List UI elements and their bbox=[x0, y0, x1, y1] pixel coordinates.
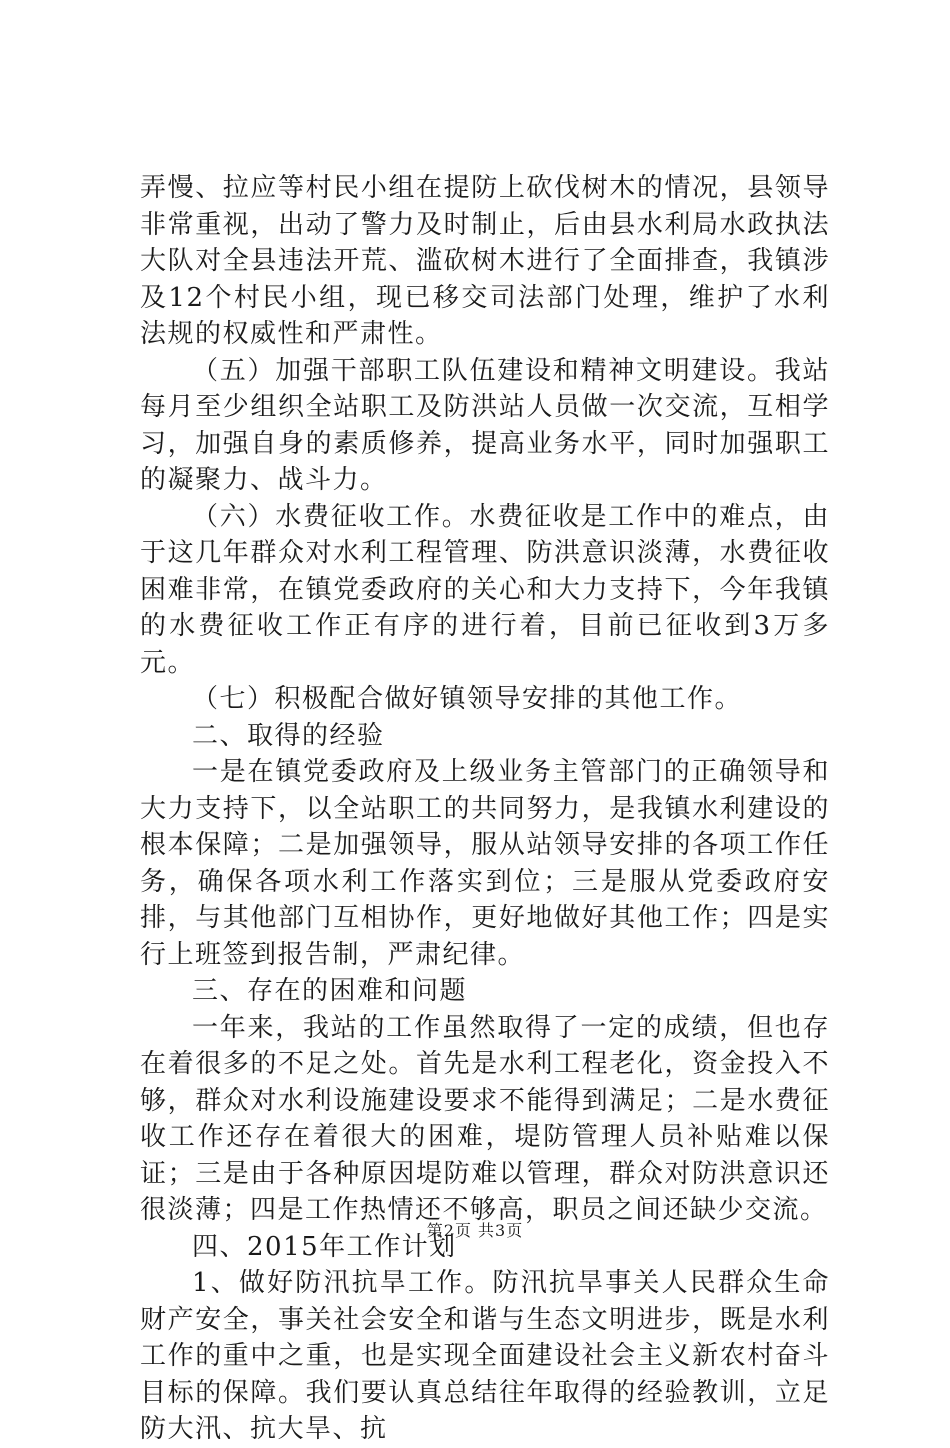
paragraph-plan-item-one: 1、做好防汛抗旱工作。防汛抗旱事关人民群众生命财产安全，事关社会安全和谐与生态文明进步，既是水利工作的重中之重，也是实现全面建设社会主义新农村奋斗目标的保障。我们要认真总结往年取得的经验教训，立足防大汛、抗大旱、抗 bbox=[140, 1268, 830, 1444]
section-heading-experience: 二、取得的经验 bbox=[192, 720, 385, 751]
paragraph-item-six: （六）水费征收工作。水费征收是工作中的难点，由于这几年群众对水利工程管理、防洪意识淡薄，水费征收困难非常，在镇党委政府的关心和大力支持下，今年我镇的水费征收工作正有序的进行着，目前已征收到3万多元。 bbox=[140, 501, 830, 678]
document-body bbox=[140, 170, 830, 1448]
paragraph-item-five: （五）加强干部职工队伍建设和精神文明建设。我站每月至少组织全站职工及防洪站人员做一次交流，互相学习，加强自身的素质修养，提高业务水平，同时加强职工的凝聚力、战斗力。 bbox=[140, 355, 830, 495]
paragraph-item-seven: （七）积极配合做好镇领导安排的其他工作。 bbox=[192, 684, 743, 714]
section-heading-plan: 四、2015年工作计划 bbox=[192, 1231, 457, 1262]
paragraph-problems: 一年来，我站的工作虽然取得了一定的成绩，但也存在着很多的不足之处。首先是水利工程老化，资金投入不够，群众对水利设施建设要求不能得到满足；二是水费征收工作还存在着很大的困难，堤防管理人员补贴难以保证；三是由于各种原因堤防难以管理，群众对防洪意识还很淡薄；四是工作热情还不够高，职员之间还缺少交流。 bbox=[140, 1012, 830, 1225]
paragraph-experience: 一是在镇党委政府及上级业务主管部门的正确领导和大力支持下，以全站职工的共同努力，是我镇水利建设的根本保障；二是加强领导，服从站领导安排的各项工作任务，确保各项水利工作落实到位；三是服从党委政府安排，与其他部门互相协作，更好地做好其他工作；四是实行上班签到报告制，严肃纪律。 bbox=[140, 757, 830, 970]
page-number-footer: 第2页 共3页 bbox=[426, 1221, 524, 1240]
paragraph-continuation: 弄慢、拉应等村民小组在提防上砍伐树木的情况，县领导非常重视，出动了警力及时制止，后由县水利局水政执法大队对全县违法开荒、滥砍树木进行了全面排查，我镇涉及12个村民小组，现已移交司法部门处理，维护了水利法规的权威性和严肃性。 bbox=[140, 173, 830, 349]
section-heading-problems: 三、存在的困难和问题 bbox=[192, 976, 468, 1006]
